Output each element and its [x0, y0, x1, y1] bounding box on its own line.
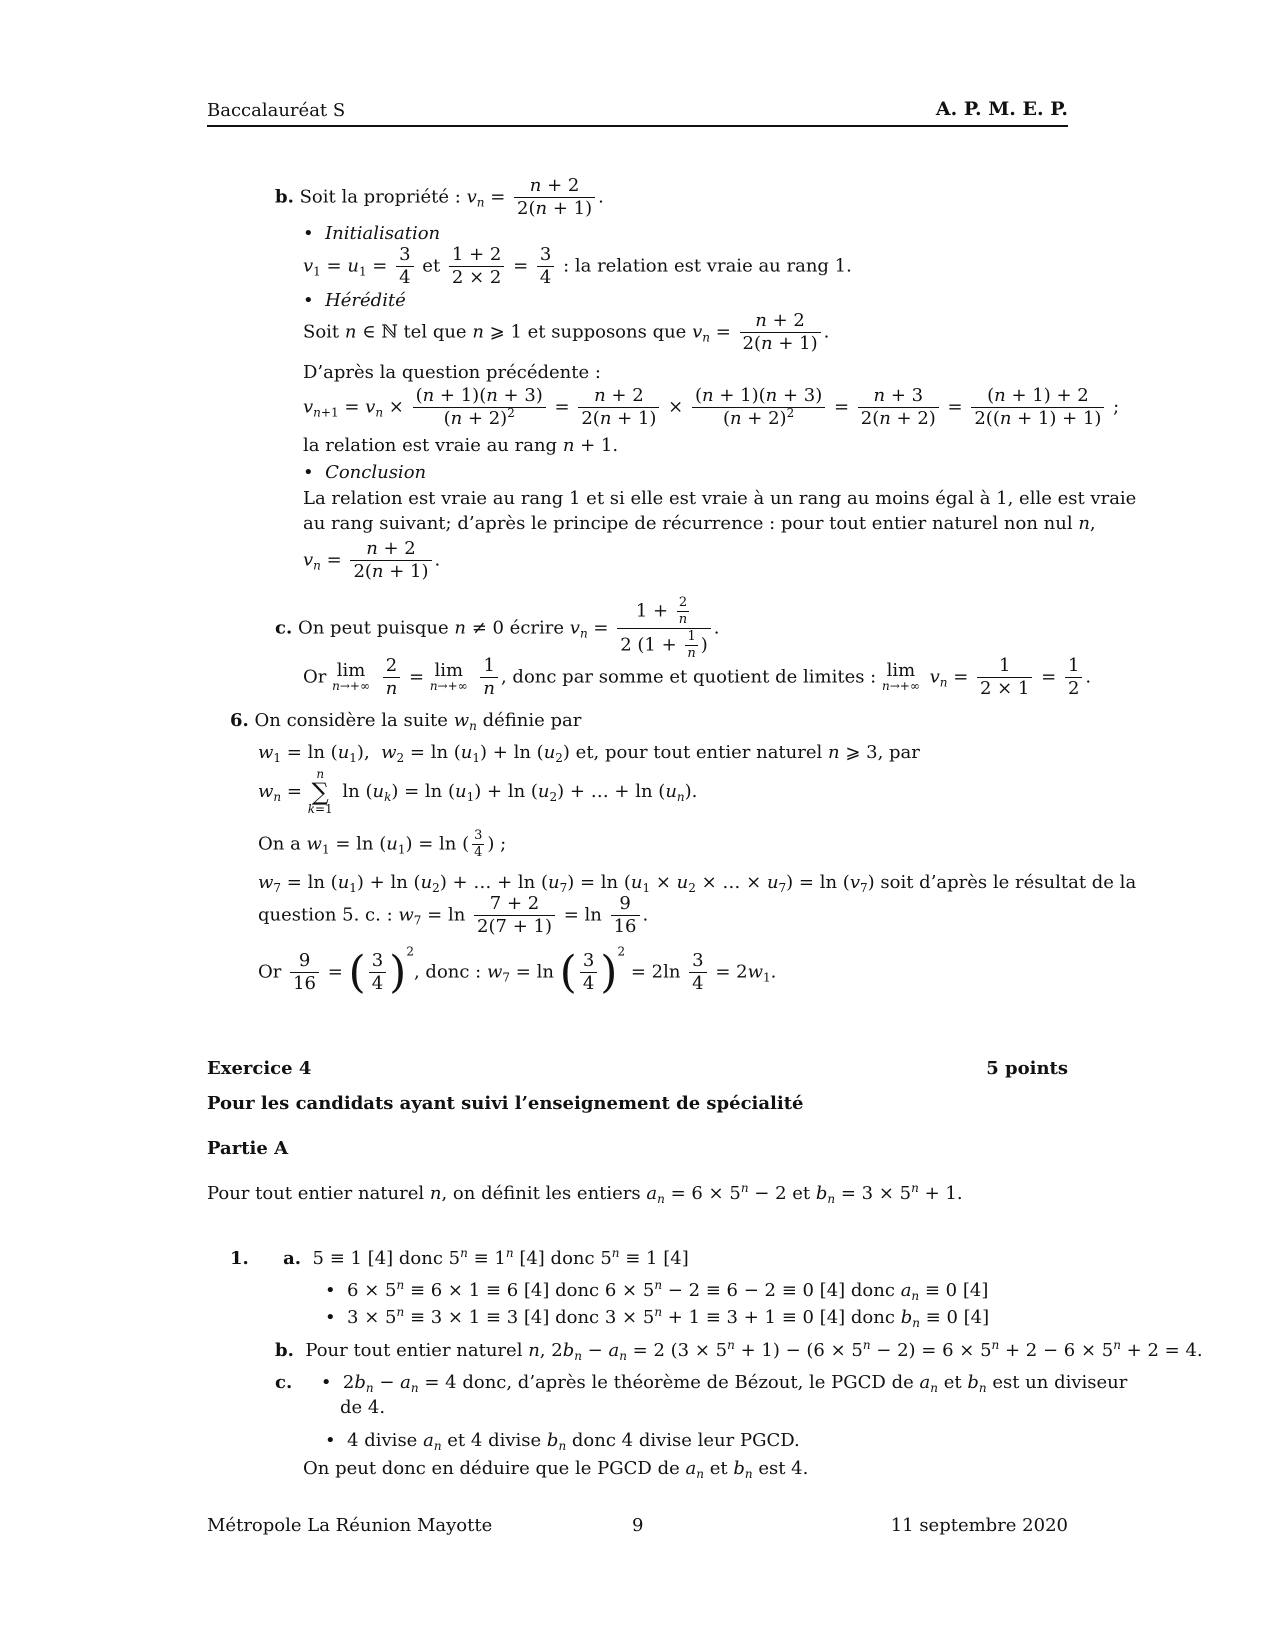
q5c-line1: c. On peut puisque n ≠ 0 écrire $v_n$ = 1 + $\frac{2}{n}$ 2 (1 + $\frac{1}{n}$ ) . [275, 595, 720, 661]
q5b-init-title: • Initialisation [303, 223, 441, 244]
q5b-concl-l2: au rang suivant; d’après le principe de récurrence : pour tout entier naturel non nul n, [303, 513, 1096, 534]
footer-left: Métropole La Réunion Mayotte [207, 1515, 493, 1536]
q6-line3: $w_n$ = n ∑ k=1 $\ln (u_k) = \ln (u_1) + \ln (u_2)$ + … + $\ln (u_n)$. [258, 767, 698, 816]
q5b-hered-concl: la relation est vraie au rang n + 1. [303, 435, 619, 456]
q5b-hered-prev: D’après la question précédente : [303, 362, 601, 383]
q5b-hered-calc: $v_{n+1} = v_n$ × $\frac{(n + 1)(n + 3)}{(n + 2)^2}$ = $\frac{n + 2}{2(n + 1)}$ × $\frac{(n + 1)(n + 3)}{(n + 2)^2}$ = $\frac{n + 3}{2(n + 2)}$ = $\frac{(n + 1) + 2}{2((n + 1) + 1)}$ ; [303, 385, 1120, 429]
q6-line5: $w_7 = \ln (u_1) + \ln (u_2)$ + … + $\ln (u_7) = \ln (u_1 \times u_2$ × … × $u_7) = \ln (v_7)$ soit d’après le résultat de la [258, 872, 1137, 895]
ex4-q1c-cont: de 4. [340, 1397, 386, 1418]
ex4-q1c-concl: On peut donc en déduire que le PGCD de $a_n$ et $b_n$ est 4. [303, 1458, 809, 1481]
ex4-q1a-bullet2: • $3 \times 5^n \equiv 3 \times 1 \equiv 3$ [4] donc $3 \times 5^n + 1 \equiv 3 + 1 \equiv 0$ [4] donc $b_n \equiv 0$ [4] [325, 1305, 990, 1330]
ex4-q1b: b. Pour tout entier naturel n, $2b_n - a_n = 2$ $(3 \times 5^n + 1) - (6 \times 5^n - 2) = 6 \times 5^n + 2 - 6 \times 5^n + 2 = 4$. [275, 1338, 1203, 1363]
ex4-title: Exercice 4 [207, 1058, 312, 1079]
header-right: A. P. M. E. P. [935, 98, 1068, 120]
q6-line2: $w_1 = \ln (u_1)$, $w_2 = \ln (u_1) + \ln (u_2)$ et, pour tout entier naturel n ⩾ 3, par [258, 742, 920, 765]
ex4-q1a-bullet1: • $6 \times 5^n \equiv 6 \times 1 \equiv 6$ [4] donc $6 \times 5^n - 2 \equiv 6 - 2 \equiv 0$ [4] donc $a_n \equiv 0$ [4] [325, 1278, 989, 1303]
header-left: Baccalauréat S [207, 100, 346, 121]
q5b-concl-title: • Conclusion [303, 462, 427, 483]
q6-line6: question 5. c. : $w_7 = \ln$ $\frac{7 + 2}{2(7 + 1)}$ = ln $\frac{9}{16}$ . [258, 893, 649, 937]
q5b-concl-formula: $v_n$ = $\frac{n + 2}{2(n + 1)}$ . [303, 538, 441, 582]
ex4-subtitle: Pour les candidats ayant suivi l’enseignement de spécialité [207, 1093, 804, 1114]
ex4-intro: Pour tout entier naturel n, on définit les entiers $a_n = 6 \times 5^n - 2$ et $b_n = 3 \times 5^n + 1$. [207, 1181, 963, 1206]
q5c-line2: Or lim n→+∞ $\frac{2}{n}$ = lim n→+∞ $\frac{1}{n}$ , donc par somme et quotient de limites : lim n→+∞ $v_n$ = $\frac{1}{2 \times 1}$ = $\frac{1}{2}$ . [303, 655, 1092, 699]
q6-line7: Or $\frac{9}{16}$ = ( $\frac{3}{4}$ )$^2$, donc : $w_7 = \ln$ ( $\frac{3}{4}$ )$^2$ = 2ln $\frac{3}{4}$ = $2w_1$. [258, 944, 777, 998]
ex4-points: 5 points [986, 1058, 1068, 1079]
q5b-hered-line: Soit n ∈ ℕ tel que n ⩾ 1 et supposons que $v_n$ = $\frac{n + 2}{2(n + 1)}$ . [303, 310, 830, 354]
ex4-q1a: 1. a. 5 ≡ 1 [4] donc $5^n \equiv 1^n$ [4] donc $5^n \equiv 1$ [4] [230, 1246, 689, 1269]
ex4-partie: Partie A [207, 1138, 289, 1159]
q5b-intro: Soit la propriété : [299, 186, 461, 208]
q5b-line1: b. Soit la propriété : $v_n$ = $\frac{n + 2}{2(n + 1)}$ . [275, 175, 604, 219]
ex4-q1c-bullet2: • 4 divise $a_n$ et 4 divise $b_n$ donc 4 divise leur PGCD. [325, 1430, 800, 1453]
q6-line1: 6. On considère la suite $w_n$ définie par [230, 710, 582, 733]
q5b-init-line: $v_1 = u_1$ = $\frac{3}{4}$ et $\frac{1 + 2}{2 \times 2}$ = $\frac{3}{4}$ : la relation est vraie au rang 1. [303, 244, 852, 288]
ex4-q1c: c. • $2b_n - a_n = 4$ donc, d’après le théorème de Bézout, le PGCD de $a_n$ et $b_n$ est un diviseur [275, 1372, 1128, 1395]
q5b-hered-title: • Hérédité [303, 290, 406, 311]
footer-page: 9 [632, 1515, 644, 1536]
q6-line4: On a $w_1 = \ln (u_1) = \ln$ ( $\frac{3}{4}$ ) ; [258, 828, 507, 860]
header-rule [207, 125, 1068, 127]
footer-right: 11 septembre 2020 [890, 1515, 1068, 1536]
q5b-label: b. [275, 186, 294, 208]
q5b-concl-l1: La relation est vraie au rang 1 et si elle est vraie à un rang au moins égal à 1, elle est vraie [303, 488, 1137, 509]
